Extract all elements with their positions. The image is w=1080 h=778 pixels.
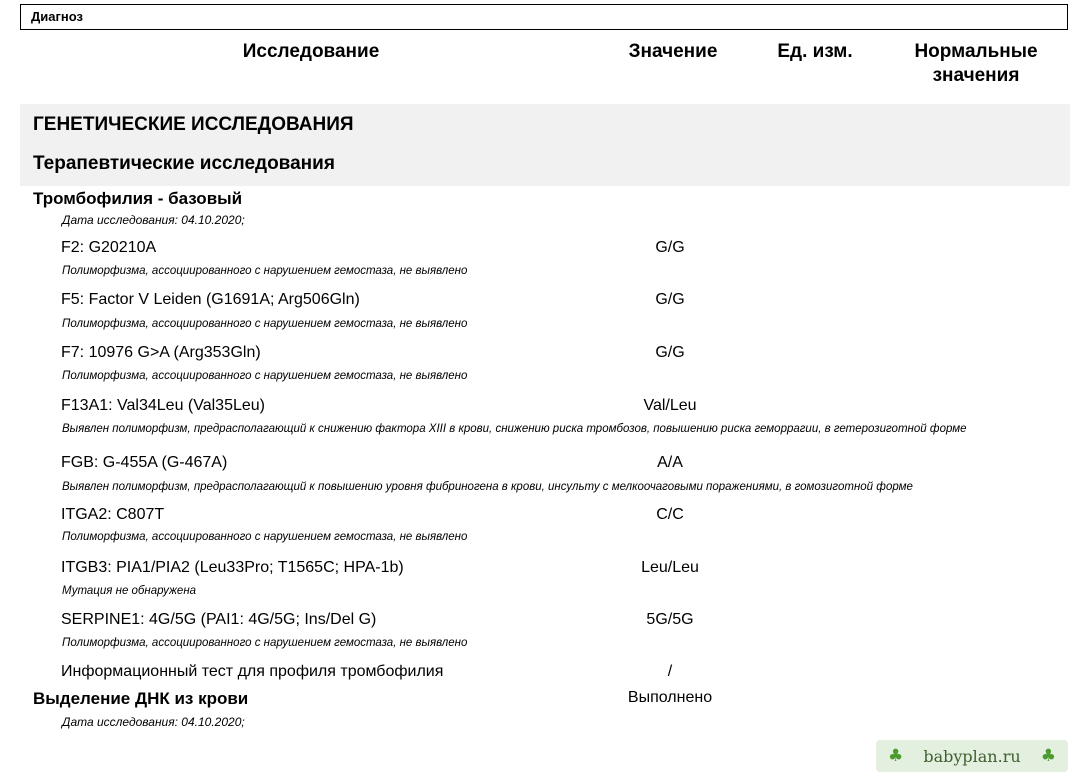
dna-value: Выполнено	[627, 689, 713, 706]
test-name-f5: F5: Factor V Leiden (G1691A; Arg506Gln)	[61, 291, 360, 308]
test-note-f5: Полиморфизма, ассоциированного с нарушением гемостаза, не выявлено	[62, 318, 468, 330]
study-date: Дата исследования: 04.10.2020;	[62, 213, 245, 227]
test-note-f2: Полиморфизма, ассоциированного с нарушением гемостаза, не выявлено	[62, 265, 468, 277]
test-name-f13a1: F13A1: Val34Leu (Val35Leu)	[61, 397, 265, 414]
section-band	[20, 104, 1070, 186]
test-name-fgb: FGB: G-455A (G-467A)	[61, 454, 228, 471]
test-note-itga2: Полиморфизма, ассоциированного с нарушением гемостаза, не выявлено	[62, 531, 468, 543]
watermark-logo	[876, 740, 1068, 772]
test-name-itgb3: ITGB3: PIA1/PIA2 (Leu33Pro; T1565C; HPA-1b)	[61, 559, 404, 576]
clover-icon: ♣	[1040, 746, 1056, 766]
test-note-itgb3: Мутация не обнаружена	[62, 585, 197, 597]
group-title-dna: Выделение ДНК из крови	[33, 689, 249, 708]
test-value-fgb: A/A	[657, 454, 683, 471]
column-header-unit: Ед. изм.	[777, 41, 853, 62]
diagnosis-field	[20, 4, 1068, 30]
test-value-f13a1: Val/Leu	[643, 397, 697, 414]
test-value-f7: G/G	[655, 344, 685, 361]
column-header-study: Исследование	[242, 41, 380, 62]
dna-study-date: Дата исследования: 04.10.2020;	[62, 715, 245, 729]
test-value-serpine1: 5G/5G	[646, 611, 694, 628]
test-value-f5: G/G	[655, 291, 685, 308]
test-value-f2: G/G	[655, 239, 685, 256]
watermark-text: babyplan.ru	[923, 746, 1021, 766]
test-name-serpine1: SERPINE1: 4G/5G (PAI1: 4G/5G; Ins/Del G)	[61, 611, 377, 628]
test-value-itgb3: Leu/Leu	[641, 559, 699, 576]
test-name-f2: F2: G20210A	[61, 239, 157, 256]
test-value-info: /	[667, 663, 673, 680]
column-header-value: Значение	[628, 41, 718, 62]
test-name-f7: F7: 10976 G>A (Arg353Gln)	[61, 344, 261, 361]
test-value-itga2: C/C	[656, 506, 684, 523]
test-note-f7: Полиморфизма, ассоциированного с нарушением гемостаза, не выявлено	[62, 370, 468, 382]
test-name-itga2: ITGA2: C807T	[61, 506, 165, 523]
clover-icon: ♣	[888, 746, 904, 766]
test-note-fgb: Выявлен полиморфизм, предрасполагающий к повышению уровня фибриногена в крови, инсульту с мелкоочаговыми поражениями, в гомозиготной форме	[62, 481, 913, 493]
section-therapeutic: Терапевтические исследования	[33, 153, 335, 174]
diagnosis-label: Диагноз	[31, 9, 83, 24]
test-note-serpine1: Полиморфизма, ассоциированного с нарушением гемостаза, не выявлено	[62, 637, 468, 649]
test-name-info: Информационный тест для профиля тромбофилия	[61, 663, 444, 680]
section-genetic: ГЕНЕТИЧЕСКИЕ ИССЛЕДОВАНИЯ	[33, 114, 354, 135]
test-note-f13a1: Выявлен полиморфизм, предрасполагающий к снижению фактора XIII в крови, снижению риска тромбозов, повышению риска геморрагии, в гетерозиготной форме	[62, 423, 967, 435]
column-header-normal: Нормальные значения	[914, 41, 1038, 86]
group-title-thrombophilia: Тромбофилия - базовый	[33, 189, 243, 208]
